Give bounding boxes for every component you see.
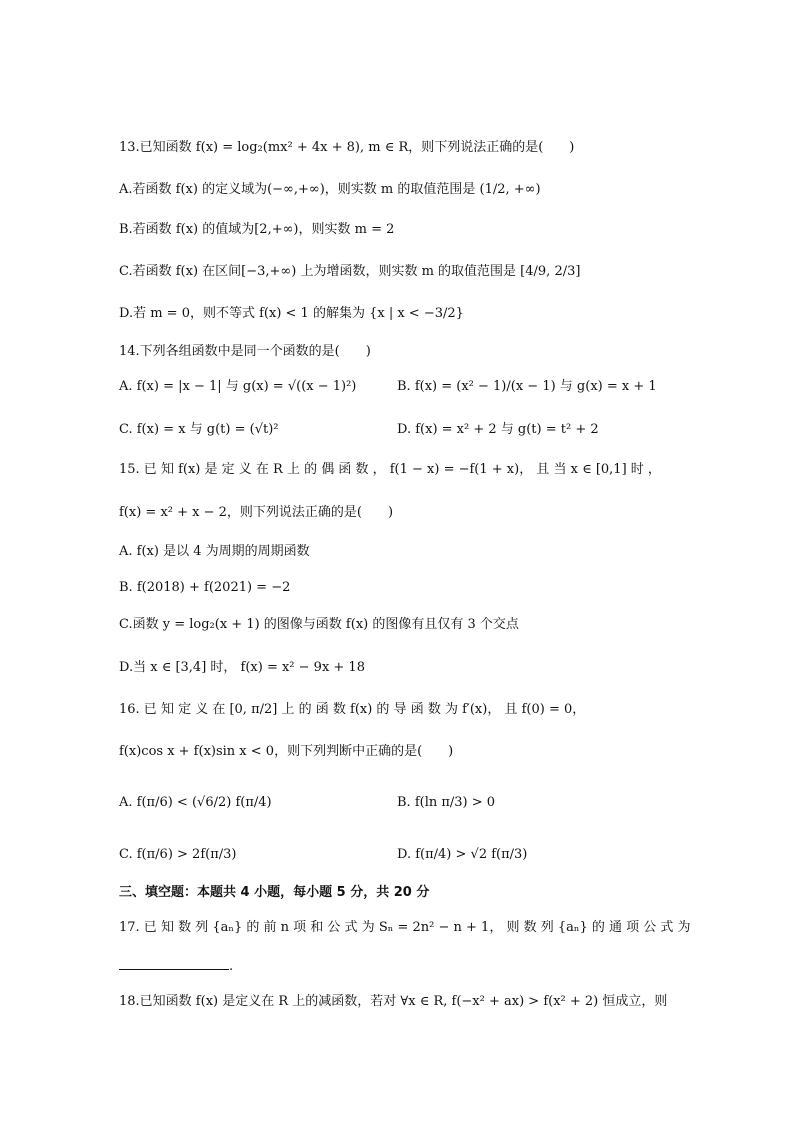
q13-option-d: D.若 m = 0，则不等式 f(x) < 1 的解集为 {x | x < −3/2}: [119, 306, 464, 321]
q17-stem: 17. 已 知 数 列 {aₙ} 的 前 n 项 和 公 式 为 Sₙ = 2n² − n + 1， 则 数 列 {aₙ} 的 通 项 公 式 为: [119, 920, 691, 935]
q15-stem-line1: 15. 已 知 f(x) 是 定 义 在 R 上 的 偶 函 数 ， f(1 − x) = −f(1 + x)， 且 当 x ∈ [0,1] 时 ，: [119, 462, 661, 477]
q16-option-b: B. f(ln π/3) > 0: [397, 795, 496, 810]
q14-option-a: A. f(x) = |x − 1| 与 g(x) = √((x − 1)²): [119, 379, 357, 394]
q14-stem: 14.下列各组函数中是同一个函数的是( ): [119, 344, 371, 359]
q14-option-c: C. f(x) = x 与 g(t) = (√t)²: [119, 422, 279, 437]
q13-stem: 13.已知函数 f(x) = log₂(mx² + 4x + 8), m ∈ R，则下列说法正确的是( ): [119, 140, 575, 155]
section-heading: 三、填空题：本题共 4 小题，每小题 5 分，共 20 分: [119, 885, 430, 900]
q15-option-a: A. f(x) 是以 4 为周期的周期函数: [119, 544, 310, 559]
q16-stem-line2: f(x)cos x + f(x)sin x < 0，则下列判断中正确的是( ): [119, 744, 454, 759]
q14-option-d: D. f(x) = x² + 2 与 g(t) = t² + 2: [397, 422, 599, 437]
q13-option-b: B.若函数 f(x) 的值域为[2,+∞)，则实数 m = 2: [119, 222, 395, 237]
q13-option-c: C.若函数 f(x) 在区间[−3,+∞) 上为增函数，则实数 m 的取值范围是 [4/9, 2/3]: [119, 264, 581, 279]
q13-option-a: A.若函数 f(x) 的定义域为(−∞,+∞)，则实数 m 的取值范围是 (1/2, +∞): [119, 182, 541, 197]
q15-stem-line2: f(x) = x² + x − 2，则下列说法正确的是( ): [119, 505, 394, 520]
q17-answer-line: [119, 955, 233, 977]
q14-option-b: B. f(x) = (x² − 1)/(x − 1) 与 g(x) = x + 1: [397, 379, 657, 394]
q15-option-d: D.当 x ∈ [3,4] 时， f(x) = x² − 9x + 18: [119, 660, 365, 675]
q18-stem: 18.已知函数 f(x) 是定义在 R 上的减函数，若对 ∀x ∈ R, f(−x² + ax) > f(x² + 2) 恒成立，则: [119, 994, 668, 1009]
q15-option-b: B. f(2018) + f(2021) = −2: [119, 580, 291, 595]
q15-option-c: C.函数 y = log₂(x + 1) 的图像与函数 f(x) 的图像有且仅有 3 个交点: [119, 617, 519, 632]
answer-blank[interactable]: [119, 955, 229, 970]
q16-option-d: D. f(π/4) > √2 f(π/3): [397, 847, 528, 862]
q16-option-c: C. f(π/6) > 2f(π/3): [119, 847, 237, 862]
q17-period: .: [229, 959, 234, 974]
q16-option-a: A. f(π/6) < (√6/2) f(π/4): [119, 795, 272, 810]
q16-stem-line1: 16. 已 知 定 义 在 [0, π/2] 上 的 函 数 f(x) 的 导 函 数 为 f′(x)， 且 f(0) = 0，: [119, 702, 586, 717]
